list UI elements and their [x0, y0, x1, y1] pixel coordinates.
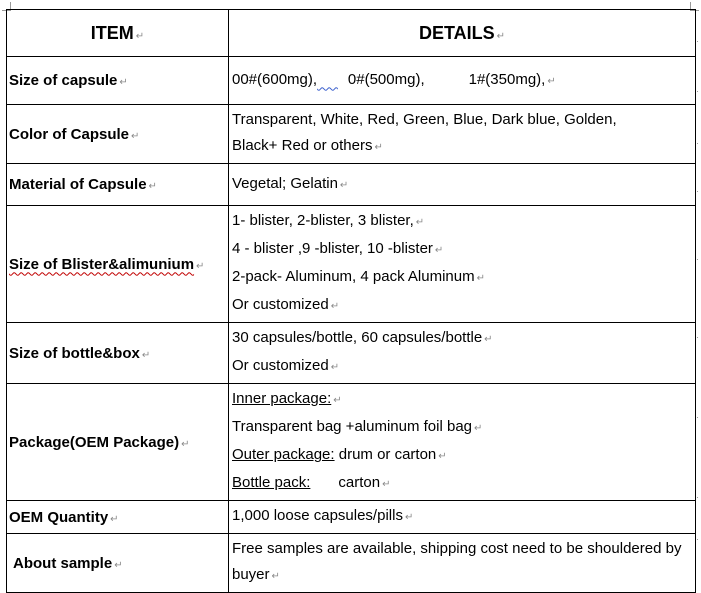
product-spec-table: [6, 9, 696, 593]
row-details: 1- blister, 2-blister, 3 blister, ↵ 4 - blister ,9 -blister, 10 -blister ↵ 2-pack- Aluminum, 4 pack Aluminum ↵ Or customized ↵: [229, 206, 696, 323]
row-details: 30 capsules/bottle, 60 capsules/bottle ↵ Or customized ↵: [229, 323, 696, 384]
row-details: 00#(600mg), 0#(500mg), 1#(350mg), ↵: [229, 57, 696, 105]
row-end-mark: ·: [696, 138, 699, 148]
table-row: [7, 206, 696, 323]
table-row: [7, 534, 696, 593]
table-row: [7, 57, 696, 105]
row-end-mark: ·: [696, 186, 699, 196]
row-label: OEM Quantity ↵: [7, 501, 229, 534]
table-row: [7, 384, 696, 501]
row-end-mark: ·: [696, 492, 699, 502]
row-details: Vegetal; Gelatin ↵: [229, 164, 696, 206]
row-label: About sample ↵: [7, 534, 229, 593]
row-details: 1,000 loose capsules/pills ↵: [229, 501, 696, 534]
row-details: Free samples are available, shipping cost need to be shouldered by buyer ↵: [229, 534, 696, 593]
table-row: [7, 501, 696, 534]
capsule-size-1: 1#(350mg),: [468, 70, 546, 88]
capsule-size-0: 0#(500mg),: [347, 70, 425, 88]
capsule-size-00: 00#(600mg),: [232, 70, 318, 88]
end-of-row-marks: [696, 14, 701, 554]
row-end-mark: ·: [696, 534, 699, 544]
table-row: [7, 164, 696, 206]
table-row: [7, 105, 696, 164]
row-end-mark: ·: [696, 412, 699, 422]
row-end-mark: ·: [696, 86, 699, 96]
row-end-mark: ·: [696, 254, 699, 264]
table-row: [7, 323, 696, 384]
header-item: ITEM ↵: [7, 10, 229, 57]
row-label: Size of bottle&box ↵: [7, 323, 229, 384]
header-details: DETAILS ↵: [229, 10, 696, 57]
row-details: Transparent, White, Red, Green, Blue, Dark blue, Golden, Black+ Red or others ↵: [229, 105, 696, 164]
row-details: Inner package: ↵ Transparent bag +aluminum foil bag ↵ Outer package: drum or carton ↵ Bottle pack: carton ↵: [229, 384, 696, 501]
row-label: Size of Blister&alimunium ↵: [7, 206, 229, 323]
table-header-row: [7, 10, 696, 57]
row-end-mark: ·: [696, 36, 699, 46]
row-label: Size of capsule ↵: [7, 57, 229, 105]
row-label: Package(OEM Package) ↵: [7, 384, 229, 501]
row-label: Color of Capsule ↵: [7, 105, 229, 164]
row-label: Material of Capsule ↵: [7, 164, 229, 206]
row-end-mark: ·: [696, 332, 699, 342]
